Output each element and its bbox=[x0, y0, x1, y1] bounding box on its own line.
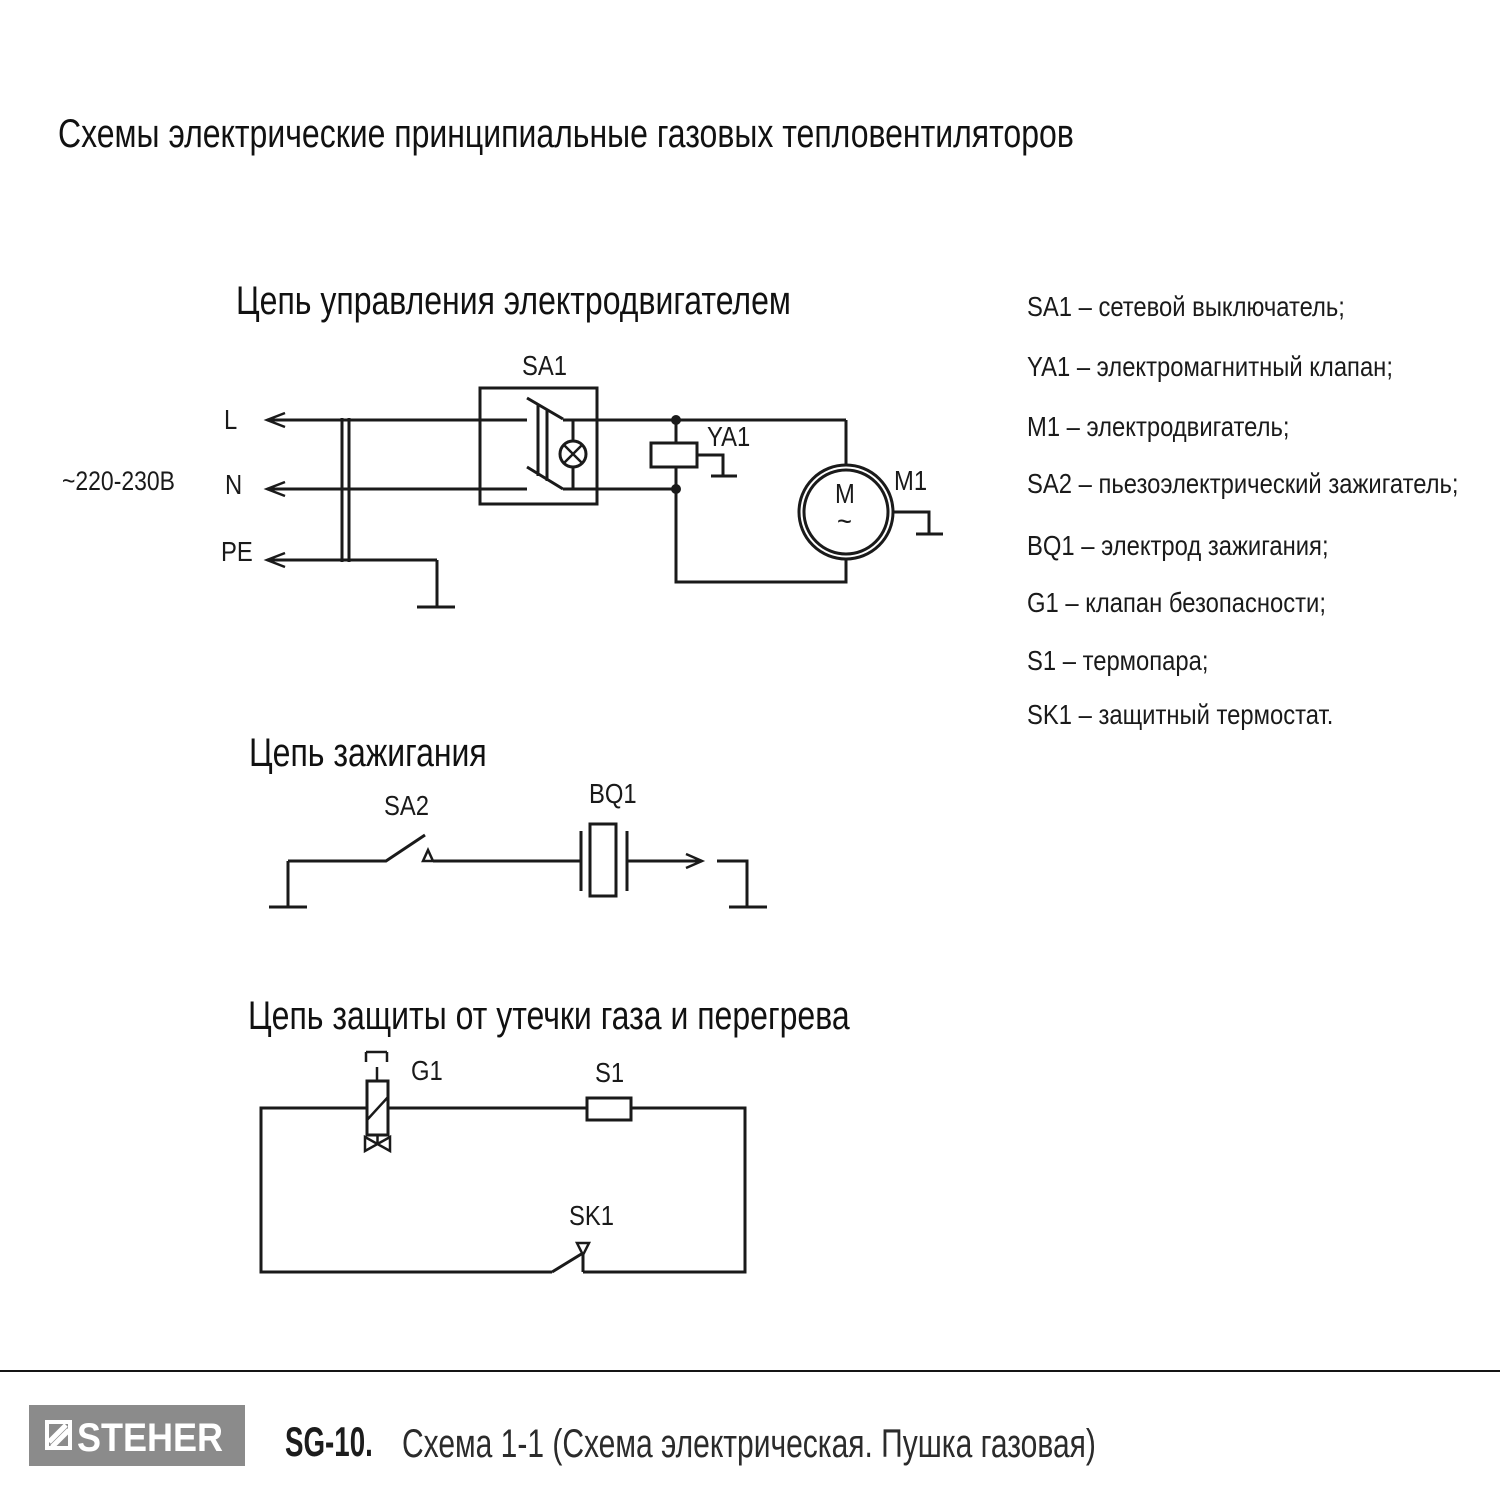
sa1-lamp-cross bbox=[564, 445, 582, 463]
control-circuit-title: Цепь управления электродвигателем bbox=[236, 279, 791, 323]
sk1-blade bbox=[552, 1253, 583, 1272]
ya1-ground-icon bbox=[697, 455, 737, 476]
motor-ac-symbol: ~ bbox=[837, 505, 852, 538]
ignition-circuit-title: Цепь зажигания bbox=[249, 731, 487, 775]
sa2-wire-and-blade bbox=[288, 835, 425, 861]
ya1-label: YA1 bbox=[707, 421, 751, 452]
legend-item-ya1: YA1 – электромагнитный клапан; bbox=[1027, 351, 1393, 382]
sk1-thermal-triangle bbox=[577, 1243, 589, 1255]
page-title: Схемы электрические принципиальные газовых тепловентиляторов bbox=[58, 112, 1074, 156]
legend-item-sa1: SA1 – сетевой выключатель; bbox=[1027, 291, 1345, 322]
sa1-switch-blades bbox=[527, 398, 563, 489]
supply-wires bbox=[267, 420, 527, 560]
bq1-label: BQ1 bbox=[589, 778, 637, 809]
footer-model: SG-10. bbox=[285, 1418, 373, 1465]
m1-label: M1 bbox=[894, 465, 928, 496]
g1-valve-diagonal bbox=[367, 1097, 388, 1120]
sa1-label: SA1 bbox=[522, 350, 567, 381]
protection-circuit-symbols bbox=[261, 1052, 745, 1272]
s1-label: S1 bbox=[595, 1057, 625, 1088]
protection-circuit-title: Цепь защиты от утечки газа и перегрева bbox=[248, 994, 850, 1038]
sa2-left-ground-icon bbox=[269, 861, 307, 907]
sa2-contact-triangle bbox=[423, 850, 433, 861]
legend-item-sa2: SA2 – пьезоэлектрический зажигатель; bbox=[1027, 468, 1459, 499]
brand-name: STEHER bbox=[77, 1416, 224, 1460]
g1-thermal-actuator-icon bbox=[366, 1052, 387, 1081]
terminal-l-label: L bbox=[224, 404, 238, 435]
legend-item-sk1: SK1 – защитный термостат. bbox=[1027, 699, 1334, 730]
terminal-pe-label: PE bbox=[221, 536, 253, 567]
ya1-coil bbox=[651, 443, 697, 467]
m1-ground-icon bbox=[893, 512, 943, 534]
ignition-circuit-symbols bbox=[269, 824, 767, 907]
sk1-label: SK1 bbox=[569, 1200, 614, 1231]
supply-voltage-label: ~220-230В bbox=[62, 466, 175, 496]
footer-divider bbox=[0, 1370, 1500, 1372]
phase-wire bbox=[563, 420, 846, 465]
motor-letter: M bbox=[835, 478, 855, 509]
loop-right bbox=[583, 1108, 745, 1272]
brand-logo-icon bbox=[45, 1420, 72, 1450]
bq1-right-ground-icon bbox=[717, 861, 767, 907]
loop-left bbox=[261, 1108, 552, 1272]
legend-item-m1: M1 – электродвигатель; bbox=[1027, 411, 1290, 442]
legend-item-g1: G1 – клапан безопасности; bbox=[1027, 587, 1326, 618]
footer-description: Схема 1-1 (Схема электрическая. Пушка газовая) bbox=[402, 1422, 1096, 1466]
g1-label: G1 bbox=[411, 1055, 443, 1086]
g1-valve-bowtie-icon bbox=[365, 1135, 390, 1151]
sa2-label: SA2 bbox=[384, 790, 429, 821]
legend-item-bq1: BQ1 – электрод зажигания; bbox=[1027, 530, 1329, 561]
pe-ground-icon bbox=[417, 560, 455, 607]
brand-logo bbox=[29, 1405, 245, 1466]
s1-thermocouple bbox=[587, 1098, 631, 1120]
sa1-mechanical-link bbox=[538, 404, 547, 481]
terminal-n-label: N bbox=[225, 469, 243, 500]
legend-item-s1: S1 – термопара; bbox=[1027, 645, 1209, 676]
bq1-element bbox=[590, 824, 616, 896]
